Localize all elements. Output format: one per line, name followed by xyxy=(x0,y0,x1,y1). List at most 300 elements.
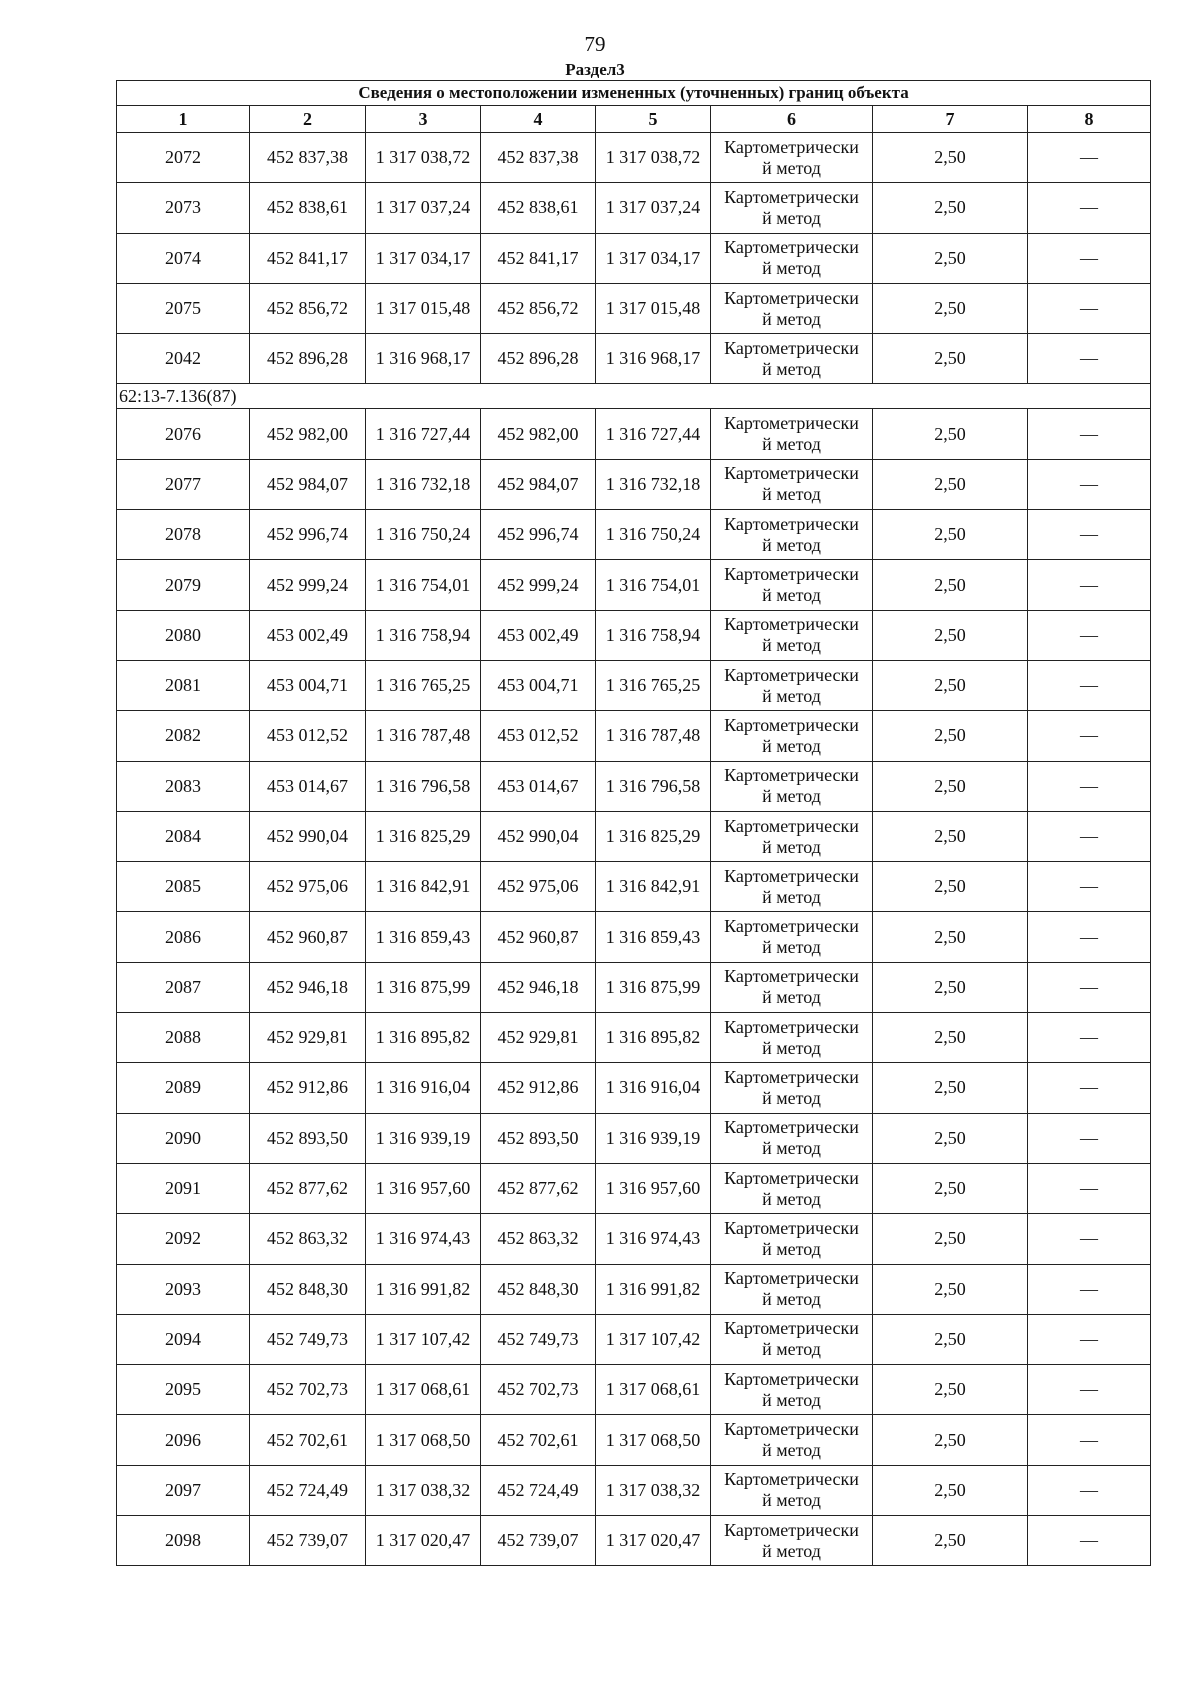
method-cell xyxy=(711,560,873,610)
y-old-cell: 1 316 727,44 xyxy=(366,409,481,459)
point-number-cell: 2096 xyxy=(117,1415,250,1465)
x-old-cell: 452 856,72 xyxy=(250,283,366,333)
note-cell: — xyxy=(1028,560,1151,610)
point-number-cell: 2076 xyxy=(117,409,250,459)
table-row xyxy=(117,660,1151,710)
method-cell xyxy=(711,1365,873,1415)
method-line: й метод xyxy=(762,836,821,857)
method-line: й метод xyxy=(762,585,821,606)
y-new-cell: 1 316 974,43 xyxy=(596,1214,711,1264)
method-cell xyxy=(711,1163,873,1213)
note-cell: — xyxy=(1028,1063,1151,1113)
method-line: Картометрически xyxy=(724,413,859,434)
method-line: Картометрически xyxy=(724,463,859,484)
x-new-cell: 452 960,87 xyxy=(481,912,596,962)
y-old-cell: 1 316 750,24 xyxy=(366,510,481,560)
note-cell: — xyxy=(1028,283,1151,333)
method-line: й метод xyxy=(762,1037,821,1058)
method-line: Картометрически xyxy=(724,714,859,735)
x-old-cell: 452 975,06 xyxy=(250,862,366,912)
x-new-cell: 452 877,62 xyxy=(481,1163,596,1213)
y-new-cell: 1 317 038,32 xyxy=(596,1465,711,1515)
table-row xyxy=(117,1465,1151,1515)
y-old-cell: 1 316 957,60 xyxy=(366,1163,481,1213)
x-new-cell: 452 893,50 xyxy=(481,1113,596,1163)
note-cell: — xyxy=(1028,1163,1151,1213)
point-number-cell: 2085 xyxy=(117,862,250,912)
x-old-cell: 452 893,50 xyxy=(250,1113,366,1163)
y-new-cell: 1 317 038,72 xyxy=(596,133,711,183)
method-line: Картометрически xyxy=(724,287,859,308)
accuracy-cell: 2,50 xyxy=(873,409,1028,459)
method-line: Картометрически xyxy=(724,815,859,836)
x-old-cell: 452 982,00 xyxy=(250,409,366,459)
method-cell xyxy=(711,761,873,811)
accuracy-cell: 2,50 xyxy=(873,1214,1028,1264)
y-old-cell: 1 317 037,24 xyxy=(366,183,481,233)
x-old-cell: 453 012,52 xyxy=(250,711,366,761)
x-new-cell: 452 912,86 xyxy=(481,1063,596,1113)
x-old-cell: 452 863,32 xyxy=(250,1214,366,1264)
accuracy-cell: 2,50 xyxy=(873,510,1028,560)
point-number-cell: 2088 xyxy=(117,1013,250,1063)
x-old-cell: 452 837,38 xyxy=(250,133,366,183)
method-line: й метод xyxy=(762,1087,821,1108)
method-cell xyxy=(711,862,873,912)
x-old-cell: 452 946,18 xyxy=(250,962,366,1012)
y-new-cell: 1 316 750,24 xyxy=(596,510,711,560)
accuracy-cell: 2,50 xyxy=(873,1415,1028,1465)
y-old-cell: 1 316 796,58 xyxy=(366,761,481,811)
method-line: й метод xyxy=(762,1138,821,1159)
method-line: Картометрически xyxy=(724,186,859,207)
x-new-cell: 453 012,52 xyxy=(481,711,596,761)
x-old-cell: 452 929,81 xyxy=(250,1013,366,1063)
method-line: й метод xyxy=(762,308,821,329)
x-old-cell: 452 960,87 xyxy=(250,912,366,962)
x-new-cell: 452 749,73 xyxy=(481,1314,596,1364)
x-old-cell: 452 838,61 xyxy=(250,183,366,233)
method-line: Картометрически xyxy=(724,1117,859,1138)
method-line: й метод xyxy=(762,358,821,379)
method-line: й метод xyxy=(762,685,821,706)
x-new-cell: 452 838,61 xyxy=(481,183,596,233)
note-cell: — xyxy=(1028,1365,1151,1415)
method-line: й метод xyxy=(762,484,821,505)
method-cell xyxy=(711,183,873,233)
column-number: 1 xyxy=(117,106,250,133)
note-cell: — xyxy=(1028,962,1151,1012)
method-line: й метод xyxy=(762,987,821,1008)
accuracy-cell: 2,50 xyxy=(873,862,1028,912)
x-new-cell: 452 848,30 xyxy=(481,1264,596,1314)
accuracy-cell: 2,50 xyxy=(873,610,1028,660)
point-number-cell: 2084 xyxy=(117,811,250,861)
point-number-cell: 2093 xyxy=(117,1264,250,1314)
y-old-cell: 1 316 895,82 xyxy=(366,1013,481,1063)
table-row xyxy=(117,912,1151,962)
column-number-row xyxy=(117,106,1151,133)
method-line: й метод xyxy=(762,258,821,279)
accuracy-cell: 2,50 xyxy=(873,1013,1028,1063)
y-new-cell: 1 316 796,58 xyxy=(596,761,711,811)
point-number-cell: 2075 xyxy=(117,283,250,333)
note-cell: — xyxy=(1028,610,1151,660)
table-row xyxy=(117,1314,1151,1364)
accuracy-cell: 2,50 xyxy=(873,133,1028,183)
y-old-cell: 1 316 765,25 xyxy=(366,660,481,710)
method-cell xyxy=(711,409,873,459)
method-line: й метод xyxy=(762,937,821,958)
y-old-cell: 1 316 787,48 xyxy=(366,711,481,761)
method-cell xyxy=(711,1314,873,1364)
note-cell: — xyxy=(1028,1415,1151,1465)
x-old-cell: 452 996,74 xyxy=(250,510,366,560)
table-row xyxy=(117,1113,1151,1163)
x-old-cell: 452 896,28 xyxy=(250,334,366,384)
method-line: Картометрически xyxy=(724,966,859,987)
y-old-cell: 1 316 732,18 xyxy=(366,459,481,509)
y-new-cell: 1 316 991,82 xyxy=(596,1264,711,1314)
y-new-cell: 1 316 957,60 xyxy=(596,1163,711,1213)
method-line: Картометрически xyxy=(724,765,859,786)
table-row xyxy=(117,862,1151,912)
method-cell xyxy=(711,1013,873,1063)
point-number-cell: 2086 xyxy=(117,912,250,962)
x-old-cell: 453 004,71 xyxy=(250,660,366,710)
table-row xyxy=(117,283,1151,333)
method-line: Картометрически xyxy=(724,136,859,157)
y-old-cell: 1 317 038,72 xyxy=(366,133,481,183)
point-number-cell: 2042 xyxy=(117,334,250,384)
y-new-cell: 1 316 939,19 xyxy=(596,1113,711,1163)
method-line: Картометрически xyxy=(724,1318,859,1339)
y-new-cell: 1 316 754,01 xyxy=(596,560,711,610)
note-cell: — xyxy=(1028,1113,1151,1163)
group-label: 62:13-7.136(87) xyxy=(117,384,1151,409)
table-caption: Сведения о местоположении измененных (уточненных) границ объекта xyxy=(117,81,1151,106)
method-cell xyxy=(711,660,873,710)
method-cell xyxy=(711,1113,873,1163)
x-new-cell: 452 724,49 xyxy=(481,1465,596,1515)
table-row xyxy=(117,560,1151,610)
y-new-cell: 1 316 787,48 xyxy=(596,711,711,761)
method-line: Картометрически xyxy=(724,513,859,534)
table-row xyxy=(117,409,1151,459)
table-row xyxy=(117,459,1151,509)
y-new-cell: 1 316 842,91 xyxy=(596,862,711,912)
table-row xyxy=(117,1214,1151,1264)
method-line: Картометрически xyxy=(724,1016,859,1037)
x-new-cell: 452 999,24 xyxy=(481,560,596,610)
y-old-cell: 1 316 758,94 xyxy=(366,610,481,660)
table-row xyxy=(117,1415,1151,1465)
method-line: й метод xyxy=(762,1339,821,1360)
x-old-cell: 452 984,07 xyxy=(250,459,366,509)
x-old-cell: 452 990,04 xyxy=(250,811,366,861)
method-line: й метод xyxy=(762,1389,821,1410)
table-row xyxy=(117,811,1151,861)
note-cell: — xyxy=(1028,862,1151,912)
note-cell: — xyxy=(1028,660,1151,710)
column-number: 5 xyxy=(596,106,711,133)
method-line: й метод xyxy=(762,157,821,178)
note-cell: — xyxy=(1028,409,1151,459)
accuracy-cell: 2,50 xyxy=(873,1314,1028,1364)
accuracy-cell: 2,50 xyxy=(873,962,1028,1012)
point-number-cell: 2087 xyxy=(117,962,250,1012)
x-new-cell: 453 004,71 xyxy=(481,660,596,710)
x-new-cell: 452 841,17 xyxy=(481,233,596,283)
y-old-cell: 1 316 842,91 xyxy=(366,862,481,912)
accuracy-cell: 2,50 xyxy=(873,1516,1028,1566)
x-new-cell: 452 739,07 xyxy=(481,1516,596,1566)
accuracy-cell: 2,50 xyxy=(873,1163,1028,1213)
method-line: Картометрически xyxy=(724,614,859,635)
method-cell xyxy=(711,912,873,962)
y-old-cell: 1 317 015,48 xyxy=(366,283,481,333)
table-row xyxy=(117,233,1151,283)
table-row xyxy=(117,183,1151,233)
y-old-cell: 1 317 020,47 xyxy=(366,1516,481,1566)
x-new-cell: 452 929,81 xyxy=(481,1013,596,1063)
method-line: Картометрически xyxy=(724,1066,859,1087)
x-new-cell: 452 896,28 xyxy=(481,334,596,384)
method-line: й метод xyxy=(762,1289,821,1310)
table-row xyxy=(117,761,1151,811)
point-number-cell: 2074 xyxy=(117,233,250,283)
y-old-cell: 1 316 968,17 xyxy=(366,334,481,384)
method-line: Картометрически xyxy=(724,237,859,258)
accuracy-cell: 2,50 xyxy=(873,1063,1028,1113)
y-new-cell: 1 316 895,82 xyxy=(596,1013,711,1063)
accuracy-cell: 2,50 xyxy=(873,560,1028,610)
y-old-cell: 1 317 107,42 xyxy=(366,1314,481,1364)
table-row xyxy=(117,711,1151,761)
point-number-cell: 2072 xyxy=(117,133,250,183)
note-cell: — xyxy=(1028,459,1151,509)
y-old-cell: 1 316 974,43 xyxy=(366,1214,481,1264)
y-old-cell: 1 317 068,50 xyxy=(366,1415,481,1465)
point-number-cell: 2095 xyxy=(117,1365,250,1415)
x-new-cell: 452 856,72 xyxy=(481,283,596,333)
method-cell xyxy=(711,283,873,333)
point-number-cell: 2081 xyxy=(117,660,250,710)
method-line: Картометрически xyxy=(724,1167,859,1188)
table-body xyxy=(117,81,1151,1566)
note-cell: — xyxy=(1028,1264,1151,1314)
method-line: Картометрически xyxy=(724,1268,859,1289)
y-old-cell: 1 316 991,82 xyxy=(366,1264,481,1314)
x-new-cell: 452 702,61 xyxy=(481,1415,596,1465)
method-line: Картометрически xyxy=(724,916,859,937)
column-number: 2 xyxy=(250,106,366,133)
accuracy-cell: 2,50 xyxy=(873,183,1028,233)
table-row xyxy=(117,610,1151,660)
x-old-cell: 452 912,86 xyxy=(250,1063,366,1113)
table-row xyxy=(117,1063,1151,1113)
column-number: 3 xyxy=(366,106,481,133)
y-new-cell: 1 316 875,99 xyxy=(596,962,711,1012)
method-line: й метод xyxy=(762,434,821,455)
accuracy-cell: 2,50 xyxy=(873,711,1028,761)
x-new-cell: 452 990,04 xyxy=(481,811,596,861)
method-cell xyxy=(711,1465,873,1515)
x-old-cell: 452 999,24 xyxy=(250,560,366,610)
note-cell: — xyxy=(1028,183,1151,233)
method-line: Картометрически xyxy=(724,664,859,685)
accuracy-cell: 2,50 xyxy=(873,233,1028,283)
note-cell: — xyxy=(1028,711,1151,761)
accuracy-cell: 2,50 xyxy=(873,761,1028,811)
y-new-cell: 1 316 765,25 xyxy=(596,660,711,710)
y-new-cell: 1 316 732,18 xyxy=(596,459,711,509)
x-old-cell: 452 848,30 xyxy=(250,1264,366,1314)
note-cell: — xyxy=(1028,1516,1151,1566)
accuracy-cell: 2,50 xyxy=(873,334,1028,384)
column-number: 6 xyxy=(711,106,873,133)
note-cell: — xyxy=(1028,912,1151,962)
method-cell xyxy=(711,610,873,660)
y-old-cell: 1 317 038,32 xyxy=(366,1465,481,1515)
y-new-cell: 1 316 758,94 xyxy=(596,610,711,660)
point-number-cell: 2080 xyxy=(117,610,250,660)
y-new-cell: 1 317 068,61 xyxy=(596,1365,711,1415)
method-line: Картометрически xyxy=(724,1217,859,1238)
note-cell: — xyxy=(1028,233,1151,283)
y-old-cell: 1 316 825,29 xyxy=(366,811,481,861)
y-new-cell: 1 317 068,50 xyxy=(596,1415,711,1465)
column-number: 4 xyxy=(481,106,596,133)
y-old-cell: 1 317 068,61 xyxy=(366,1365,481,1415)
method-line: й метод xyxy=(762,635,821,656)
y-new-cell: 1 316 859,43 xyxy=(596,912,711,962)
x-new-cell: 452 975,06 xyxy=(481,862,596,912)
method-cell xyxy=(711,1415,873,1465)
method-cell xyxy=(711,811,873,861)
x-new-cell: 452 946,18 xyxy=(481,962,596,1012)
point-number-cell: 2082 xyxy=(117,711,250,761)
method-line: Картометрически xyxy=(724,1469,859,1490)
table-row xyxy=(117,962,1151,1012)
point-number-cell: 2094 xyxy=(117,1314,250,1364)
column-number: 7 xyxy=(873,106,1028,133)
x-old-cell: 452 739,07 xyxy=(250,1516,366,1566)
point-number-cell: 2077 xyxy=(117,459,250,509)
y-old-cell: 1 316 754,01 xyxy=(366,560,481,610)
point-number-cell: 2098 xyxy=(117,1516,250,1566)
note-cell: — xyxy=(1028,1314,1151,1364)
y-old-cell: 1 317 034,17 xyxy=(366,233,481,283)
table-row xyxy=(117,133,1151,183)
method-cell xyxy=(711,962,873,1012)
accuracy-cell: 2,50 xyxy=(873,811,1028,861)
x-old-cell: 453 002,49 xyxy=(250,610,366,660)
y-old-cell: 1 316 916,04 xyxy=(366,1063,481,1113)
point-number-cell: 2089 xyxy=(117,1063,250,1113)
table-group-row xyxy=(117,384,1151,409)
point-number-cell: 2078 xyxy=(117,510,250,560)
method-cell xyxy=(711,1063,873,1113)
point-number-cell: 2091 xyxy=(117,1163,250,1213)
accuracy-cell: 2,50 xyxy=(873,660,1028,710)
method-line: й метод xyxy=(762,886,821,907)
y-old-cell: 1 316 875,99 xyxy=(366,962,481,1012)
y-new-cell: 1 316 916,04 xyxy=(596,1063,711,1113)
y-new-cell: 1 316 727,44 xyxy=(596,409,711,459)
method-cell xyxy=(711,233,873,283)
point-number-cell: 2083 xyxy=(117,761,250,811)
y-new-cell: 1 317 020,47 xyxy=(596,1516,711,1566)
x-new-cell: 452 863,32 xyxy=(481,1214,596,1264)
y-old-cell: 1 316 939,19 xyxy=(366,1113,481,1163)
method-line: й метод xyxy=(762,207,821,228)
accuracy-cell: 2,50 xyxy=(873,1365,1028,1415)
accuracy-cell: 2,50 xyxy=(873,283,1028,333)
table-row xyxy=(117,510,1151,560)
method-cell xyxy=(711,510,873,560)
table-row xyxy=(117,1264,1151,1314)
method-line: й метод xyxy=(762,735,821,756)
x-old-cell: 452 702,73 xyxy=(250,1365,366,1415)
method-line: й метод xyxy=(762,1540,821,1561)
table-row xyxy=(117,1013,1151,1063)
method-cell xyxy=(711,1264,873,1314)
section-title: Раздел3 xyxy=(565,60,625,79)
table-row xyxy=(117,1516,1151,1566)
x-old-cell: 452 749,73 xyxy=(250,1314,366,1364)
point-number-cell: 2092 xyxy=(117,1214,250,1264)
x-new-cell: 453 002,49 xyxy=(481,610,596,660)
x-new-cell: 452 984,07 xyxy=(481,459,596,509)
method-line: Картометрически xyxy=(724,337,859,358)
accuracy-cell: 2,50 xyxy=(873,1113,1028,1163)
note-cell: — xyxy=(1028,811,1151,861)
y-new-cell: 1 317 015,48 xyxy=(596,283,711,333)
point-number-cell: 2073 xyxy=(117,183,250,233)
coordinates-table xyxy=(116,80,1151,1566)
column-number: 8 xyxy=(1028,106,1151,133)
x-old-cell: 452 841,17 xyxy=(250,233,366,283)
page-number: 79 xyxy=(584,32,606,56)
note-cell: — xyxy=(1028,1214,1151,1264)
method-line: й метод xyxy=(762,1188,821,1209)
method-line: й метод xyxy=(762,786,821,807)
method-line: Картометрически xyxy=(724,865,859,886)
y-new-cell: 1 316 968,17 xyxy=(596,334,711,384)
x-new-cell: 452 982,00 xyxy=(481,409,596,459)
point-number-cell: 2079 xyxy=(117,560,250,610)
x-new-cell: 452 996,74 xyxy=(481,510,596,560)
x-new-cell: 453 014,67 xyxy=(481,761,596,811)
method-cell xyxy=(711,334,873,384)
accuracy-cell: 2,50 xyxy=(873,912,1028,962)
y-new-cell: 1 316 825,29 xyxy=(596,811,711,861)
note-cell: — xyxy=(1028,1013,1151,1063)
point-number-cell: 2097 xyxy=(117,1465,250,1515)
accuracy-cell: 2,50 xyxy=(873,1264,1028,1314)
table-row xyxy=(117,1365,1151,1415)
method-line: й метод xyxy=(762,1490,821,1511)
note-cell: — xyxy=(1028,1465,1151,1515)
method-cell xyxy=(711,459,873,509)
point-number-cell: 2090 xyxy=(117,1113,250,1163)
x-old-cell: 452 702,61 xyxy=(250,1415,366,1465)
method-cell xyxy=(711,133,873,183)
method-cell xyxy=(711,1214,873,1264)
method-cell xyxy=(711,1516,873,1566)
method-line: Картометрически xyxy=(724,564,859,585)
